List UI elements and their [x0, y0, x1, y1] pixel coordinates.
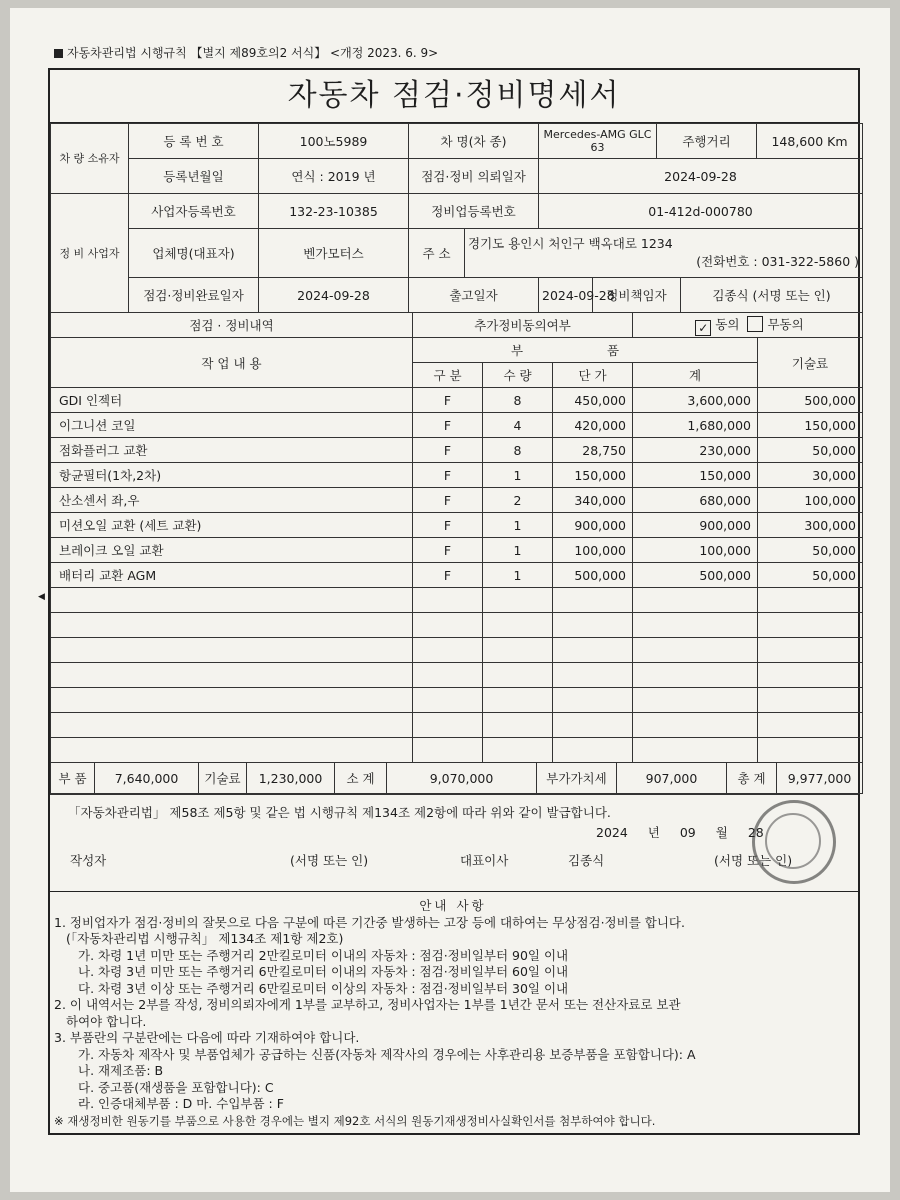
grand-total-label: 총 계 [727, 763, 777, 794]
mileage-label: 주행거리 [657, 124, 757, 159]
table-row [51, 563, 863, 588]
model-value: Mercedes-AMG GLC 63 [539, 124, 657, 159]
totals-table [50, 762, 863, 794]
cell-unit: 500,000 [553, 563, 633, 588]
cell-qty: 1 [483, 538, 553, 563]
col-parts-header: 부 품 [413, 338, 758, 363]
cell-unit: 450,000 [553, 388, 633, 413]
empty-row [51, 688, 863, 713]
mileage-value: 148,600 Km [757, 124, 863, 159]
table-row [51, 388, 863, 413]
notes-footer: ※ 재생정비한 원동기를 부품으로 사용한 경우에는 별지 제92호 서식의 원동기재생정비사실확인서를 첨부하여야 합니다. [54, 1113, 656, 1128]
guide-notes [50, 891, 858, 1133]
col-qty-header: 수 량 [483, 363, 553, 388]
parts-rows [51, 388, 863, 763]
shop-reg-value: 01-412d-000780 [539, 194, 863, 229]
cell-unit: 100,000 [553, 538, 633, 563]
table-row [51, 513, 863, 538]
issue-day: 28 [747, 825, 764, 840]
cell-qty [483, 588, 553, 613]
note-1: 1. 정비업자가 점검·정비의 잘못으로 다음 구분에 따른 기간중 발생하는 고장 등에 대하여는 무상점검·정비를 합니다. [54, 914, 685, 930]
disagree-label: 무동의 [767, 316, 804, 332]
shop-group-label: 정 비 사업자 [51, 194, 129, 313]
addr-label: 주 소 [409, 229, 465, 278]
note-2: 2. 이 내역서는 2부를 작성, 정비의뢰자에게 1부를 교부하고, 정비사업자는 1부를 1년간 문서 또는 전산자료로 보관 [54, 997, 681, 1012]
cell-labor: 50,000 [758, 563, 863, 588]
labor-total-value: 1,230,000 [247, 763, 335, 794]
cell-labor: 30,000 [758, 463, 863, 488]
cell-labor: 100,000 [758, 488, 863, 513]
work-section-label: 점검 · 정비내역 [51, 313, 413, 338]
vat-value: 907,000 [617, 763, 727, 794]
note-1b: 나. 차령 3년 미만 또는 주행거리 6만킬로미터 이내의 자동차 : 점검·정비일부터 60일 이내 [78, 964, 569, 979]
cell-unit [553, 638, 633, 663]
issue-month-unit: 월 [715, 825, 728, 840]
reg-year-label: 등록년월일 [129, 159, 259, 194]
cell-labor [758, 638, 863, 663]
owner-group-label: 차 량 소유자 [51, 124, 129, 194]
square-bullet-icon [54, 49, 63, 58]
cell-unit: 420,000 [553, 413, 633, 438]
subtotal-label: 소 계 [335, 763, 387, 794]
note-3a: 가. 자동차 제작사 및 부품업체가 공급하는 신품(자동차 제작사의 경우에는 사후관리용 보증부품을 포함합니다): A [78, 1046, 696, 1062]
parts-total-label: 부 품 [51, 763, 95, 794]
note-3c: 다. 중고품(재생품을 포함합니다): C [78, 1079, 274, 1095]
note-1-ref: (「자동차관리법 시행규칙」 제134조 제1항 제2호) [66, 931, 344, 946]
cell-qty [483, 738, 553, 763]
complete-date-label: 점검·정비완료일자 [129, 278, 259, 313]
cell-labor [758, 738, 863, 763]
cell-labor: 50,000 [758, 438, 863, 463]
shop-name-value: 벤가모터스 [259, 229, 409, 278]
issue-year-unit: 년 [647, 825, 660, 840]
cell-qty: 2 [483, 488, 553, 513]
cell-total [633, 663, 758, 688]
cell-total [633, 638, 758, 663]
issue-month: 09 [679, 825, 696, 840]
addr-value: 경기도 용인시 처인구 백옥대로 1234 [468, 236, 673, 251]
cell-type: F [413, 388, 483, 413]
cell-type: F [413, 488, 483, 513]
col-type-header: 구 분 [413, 363, 483, 388]
cell-total [633, 688, 758, 713]
subtotal-value: 9,070,000 [387, 763, 537, 794]
cell-unit: 28,750 [553, 438, 633, 463]
cell-labor: 300,000 [758, 513, 863, 538]
cell-type [413, 713, 483, 738]
table-row [51, 463, 863, 488]
cell-labor: 500,000 [758, 388, 863, 413]
release-date-value: 2024-09-28 [539, 278, 593, 313]
note-3d: 라. 인증대체부품 : D 마. 수입부품 : F [78, 1096, 284, 1111]
empty-row [51, 588, 863, 613]
cell-labor [758, 688, 863, 713]
manager-label: 정비책임자 [593, 278, 681, 313]
shop-table [50, 193, 863, 313]
cell-unit: 900,000 [553, 513, 633, 538]
cell-item: 점화플러그 교환 [51, 438, 413, 463]
biz-no-label: 사업자등록번호 [129, 194, 259, 229]
parts-table [50, 312, 863, 763]
cell-item [51, 663, 413, 688]
empty-row [51, 613, 863, 638]
cell-qty [483, 663, 553, 688]
col-total-header: 계 [633, 363, 758, 388]
cell-item: 브레이크 오일 교환 [51, 538, 413, 563]
reg-no-value: 100노5989 [259, 124, 409, 159]
cell-unit: 150,000 [553, 463, 633, 488]
model-label: 차 명(차 종) [409, 124, 539, 159]
notes-heading: 안내 사항 [419, 898, 487, 913]
cell-qty [483, 713, 553, 738]
cell-labor [758, 663, 863, 688]
col-work-header: 작 업 내 용 [51, 338, 413, 388]
cell-unit: 340,000 [553, 488, 633, 513]
cell-unit [553, 713, 633, 738]
ceo-label: 대표이사 [460, 853, 509, 868]
cell-qty [483, 638, 553, 663]
addr-cell [465, 229, 863, 278]
cell-labor [758, 713, 863, 738]
cell-item: 배터리 교환 AGM [51, 563, 413, 588]
note-1a: 가. 차령 1년 미만 또는 주행거리 2만킬로미터 이내의 자동차 : 점검·정비일부터 90일 이내 [78, 947, 569, 963]
cell-labor: 50,000 [758, 538, 863, 563]
request-date-value: 2024-09-28 [539, 159, 863, 194]
vat-label: 부가가치세 [537, 763, 617, 794]
cell-type: F [413, 538, 483, 563]
cell-total: 500,000 [633, 563, 758, 588]
cell-item: 항균필터(1차,2차) [51, 463, 413, 488]
note-1c: 다. 차령 3년 이상 또는 주행거리 6만킬로미터 이상의 자동차 : 점검·정비일부터 30일 이내 [78, 980, 569, 996]
phone-value: (전화번호 : 031-322-5860 ) [696, 254, 860, 269]
empty-row [51, 663, 863, 688]
cell-total: 100,000 [633, 538, 758, 563]
cell-item [51, 588, 413, 613]
cell-type [413, 688, 483, 713]
cell-type [413, 738, 483, 763]
cell-unit [553, 688, 633, 713]
cell-unit [553, 613, 633, 638]
cell-total: 150,000 [633, 463, 758, 488]
cell-qty: 1 [483, 563, 553, 588]
cell-type [413, 663, 483, 688]
grand-total-value: 9,977,000 [777, 763, 863, 794]
parts-total-value: 7,640,000 [95, 763, 199, 794]
biz-no-value: 132-23-10385 [259, 194, 409, 229]
company-seal [752, 800, 836, 884]
ceo-name: 김종식 [568, 853, 605, 868]
cell-qty: 1 [483, 513, 553, 538]
cell-total: 1,680,000 [633, 413, 758, 438]
cell-total: 680,000 [633, 488, 758, 513]
table-row [51, 413, 863, 438]
consent-label: 추가정비동의여부 [413, 313, 633, 338]
cell-item: GDI 인젝터 [51, 388, 413, 413]
cell-unit [553, 663, 633, 688]
table-row [51, 488, 863, 513]
writer-sign: (서명 또는 인) [290, 853, 369, 868]
cell-total [633, 738, 758, 763]
cell-qty: 8 [483, 388, 553, 413]
cell-item [51, 613, 413, 638]
margin-arrow-icon: ◀ [38, 592, 45, 602]
cell-unit [553, 588, 633, 613]
inspection-form [48, 68, 860, 1135]
cell-labor [758, 588, 863, 613]
declaration [50, 794, 858, 891]
cell-unit [553, 738, 633, 763]
cell-type [413, 638, 483, 663]
issue-date [596, 823, 764, 841]
cell-type: F [413, 563, 483, 588]
manager-value: 김종식 (서명 또는 인) [681, 278, 863, 313]
cell-type [413, 613, 483, 638]
shop-reg-label: 정비업등록번호 [409, 194, 539, 229]
reg-no-label: 등 록 번 호 [129, 124, 259, 159]
note-2b: 하여야 합니다. [66, 1013, 147, 1029]
cell-type [413, 588, 483, 613]
cell-total: 3,600,000 [633, 388, 758, 413]
cell-item [51, 713, 413, 738]
cell-total [633, 613, 758, 638]
disagree-checkbox[interactable] [747, 316, 763, 332]
form-title: 자동차 점검·정비명세서 [50, 70, 858, 123]
cell-item: 산소센서 좌,우 [51, 488, 413, 513]
cell-item [51, 638, 413, 663]
cell-type: F [413, 513, 483, 538]
complete-date-value: 2024-09-28 [259, 278, 409, 313]
cell-qty [483, 613, 553, 638]
consent-options [633, 313, 863, 338]
agree-checkbox[interactable]: ✓ [695, 320, 711, 336]
cell-item: 이그니션 코일 [51, 413, 413, 438]
cell-qty: 1 [483, 463, 553, 488]
cell-total [633, 713, 758, 738]
empty-row [51, 738, 863, 763]
cell-total [633, 588, 758, 613]
cell-labor: 150,000 [758, 413, 863, 438]
writer-label: 작성자 [70, 853, 107, 868]
request-date-label: 점검·정비 의뢰일자 [409, 159, 539, 194]
reg-year-value: 연식 : 2019 년 [259, 159, 409, 194]
cell-item [51, 738, 413, 763]
empty-row [51, 638, 863, 663]
table-row [51, 438, 863, 463]
cell-qty [483, 688, 553, 713]
empty-row [51, 713, 863, 738]
cell-qty: 8 [483, 438, 553, 463]
note-3b: 나. 재제조품: B [78, 1063, 164, 1078]
release-date-label: 출고일자 [409, 278, 539, 313]
cell-total: 900,000 [633, 513, 758, 538]
owner-table [50, 123, 863, 194]
cell-type: F [413, 413, 483, 438]
cell-type: F [413, 438, 483, 463]
agree-label: 동의 [715, 316, 740, 332]
table-row [51, 538, 863, 563]
cell-item: 미션오일 교환 (세트 교환) [51, 513, 413, 538]
cell-qty: 4 [483, 413, 553, 438]
cell-total: 230,000 [633, 438, 758, 463]
col-labor-header: 기술료 [758, 338, 863, 388]
cell-type: F [413, 463, 483, 488]
form-reference: 자동차관리법 시행규칙 【별지 제89호의2 서식】 <개정 2023. 6. 9> [54, 44, 438, 61]
issue-year: 2024 [596, 825, 628, 840]
labor-total-label: 기술료 [199, 763, 247, 794]
cell-item [51, 688, 413, 713]
ceo-sign: (서명 또는 인) [714, 853, 793, 868]
note-3: 3. 부품란의 구분란에는 다음에 따라 기재하여야 합니다. [54, 1030, 360, 1045]
cell-labor [758, 613, 863, 638]
col-unit-header: 단 가 [553, 363, 633, 388]
declaration-text: 「자동차관리법」 제58조 제5항 및 같은 법 시행규칙 제134조 제2항에 따라 위와 같이 발급합니다. [68, 805, 611, 820]
shop-name-label: 업체명(대표자) [129, 229, 259, 278]
